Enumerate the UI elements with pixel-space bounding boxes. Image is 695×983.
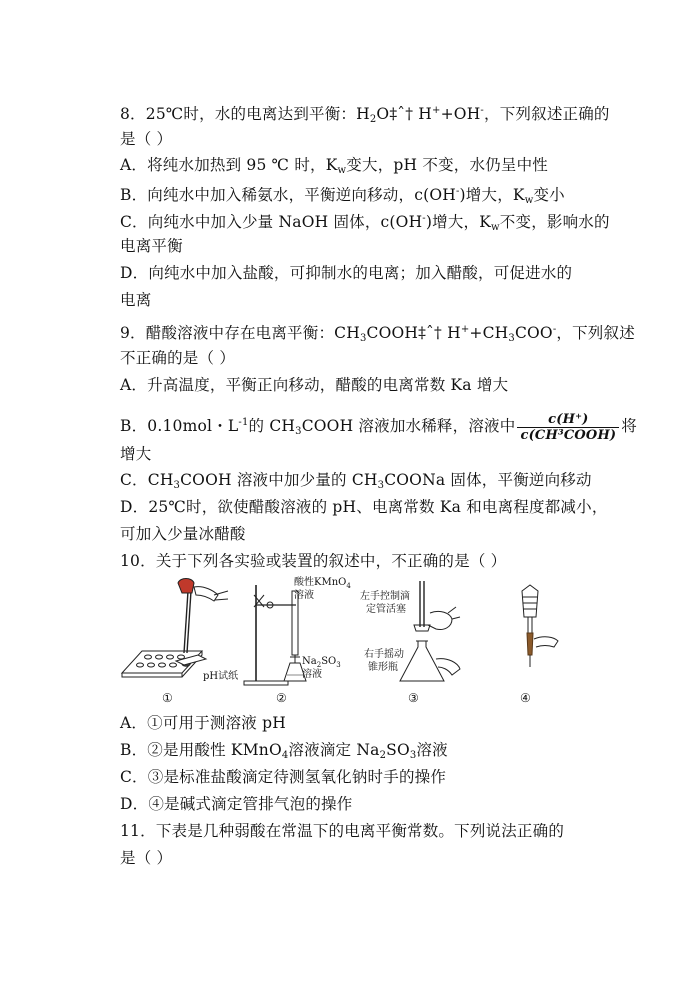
q9-option-b: B．0.10mol・$L^{-1}$的 $CH_3COOH$ 溶液加水稀释，溶液中 $\frac{c(H^+)}{\text{c(CH³COOH)}}$ 将 xyxy=(120,411,637,443)
na2so3-label: $Na_2SO_3$ xyxy=(302,656,341,669)
q9-stem-cont: 不正确的是（ ） xyxy=(120,349,236,367)
q9-stem: 9．醋酸溶液中存在电离平衡：$CH_3COOH\ddagger ˆ\dagger$ $H^++CH_3COO^-$，下列叙述 xyxy=(120,324,635,344)
q8-option-d-cont: 电离 xyxy=(120,291,152,309)
q9-option-d-cont: 可加入少量冰醋酸 xyxy=(120,525,246,543)
q10-option-c: C．③是标准盐酸滴定待测氢氧化钠时手的操作 xyxy=(120,768,447,786)
q10-option-b: B．②是用酸性 KMnO$_4$溶液滴定 $Na_2SO_3$溶液 xyxy=(120,741,448,761)
q8-option-b: B．向纯水中加入稀氨水，平衡逆向移动，c(OH-)增大，$K_w$变小 xyxy=(120,186,565,206)
q8-option-c-cont: 电离平衡 xyxy=(120,237,183,255)
q10-option-a: A．①可用于测溶液 pH xyxy=(120,714,286,732)
concentration-ratio-fraction: $\frac{c(H^+)}{\text{c(CH³COOH)}}$ xyxy=(517,412,619,443)
apparatus-drawings xyxy=(118,577,578,707)
na2so3-solution-label: 溶液 xyxy=(302,669,322,680)
kmno4-solution-label: 溶液 xyxy=(294,590,314,601)
q10-stem: 10．关于下列各实验或装置的叙述中，不正确的是（ ） xyxy=(120,552,507,570)
q10-option-d: D．④是碱式滴定管排气泡的操作 xyxy=(120,795,353,813)
q9-option-d: D．25℃时，欲使醋酸溶液的 pH、电离常数 Ka 和电离程度都减小， xyxy=(120,498,608,516)
q9-option-c: C．$CH_3COOH$ 溶液中加少量的 $CH_3COONa$ 固体，平衡逆向移动 xyxy=(120,471,592,491)
apparatus-figure xyxy=(118,577,578,707)
q8-stem-cont: 是（ ） xyxy=(120,130,173,148)
q11-stem-cont: 是（ ） xyxy=(120,849,173,867)
q8-stem: 8．25℃时，水的电离达到平衡：$H_2O\ddagger ˆ\dagger$ H++OH-，下列叙述正确的 xyxy=(120,105,610,125)
figure-number-3: ③ xyxy=(408,691,419,705)
left-hand-label-cont: 定管活塞 xyxy=(366,604,406,615)
left-hand-label: 左手控制滴 xyxy=(360,591,410,602)
figure-number-4: ④ xyxy=(520,691,531,705)
q9-option-b-cont: 增大 xyxy=(120,445,152,463)
q9-option-a: A．升高温度，平衡正向移动，醋酸的电离常数 Ka 增大 xyxy=(120,376,509,394)
spot-plate-apparatus xyxy=(122,579,228,678)
figure-number-2: ② xyxy=(276,691,287,705)
right-hand-label: 右手摇动 xyxy=(364,649,404,660)
base-burette-apparatus xyxy=(522,585,558,667)
ph-paper-label: pH试纸 xyxy=(203,671,239,682)
q8-option-d: D．向纯水中加入盐酸，可抑制水的电离；加入醋酸，可促进水的 xyxy=(120,264,573,282)
figure-number-1: ① xyxy=(162,691,173,705)
q11-stem: 11．下表是几种弱酸在常温下的电离平衡常数。下列说法正确的 xyxy=(120,822,565,840)
right-hand-label-cont: 锥形瓶 xyxy=(368,662,398,673)
q8-option-a: A．将纯水加热到 95 ℃ 时，$K_w$变大，pH 不变，水仍呈中性 xyxy=(120,156,548,176)
kmno4-label: 酸性KMnO$_4$ xyxy=(294,577,351,590)
q8-option-c: C．向纯水中加入少量 NaOH 固体，c(OH-)增大，$K_w$不变，影响水的 xyxy=(120,213,610,233)
